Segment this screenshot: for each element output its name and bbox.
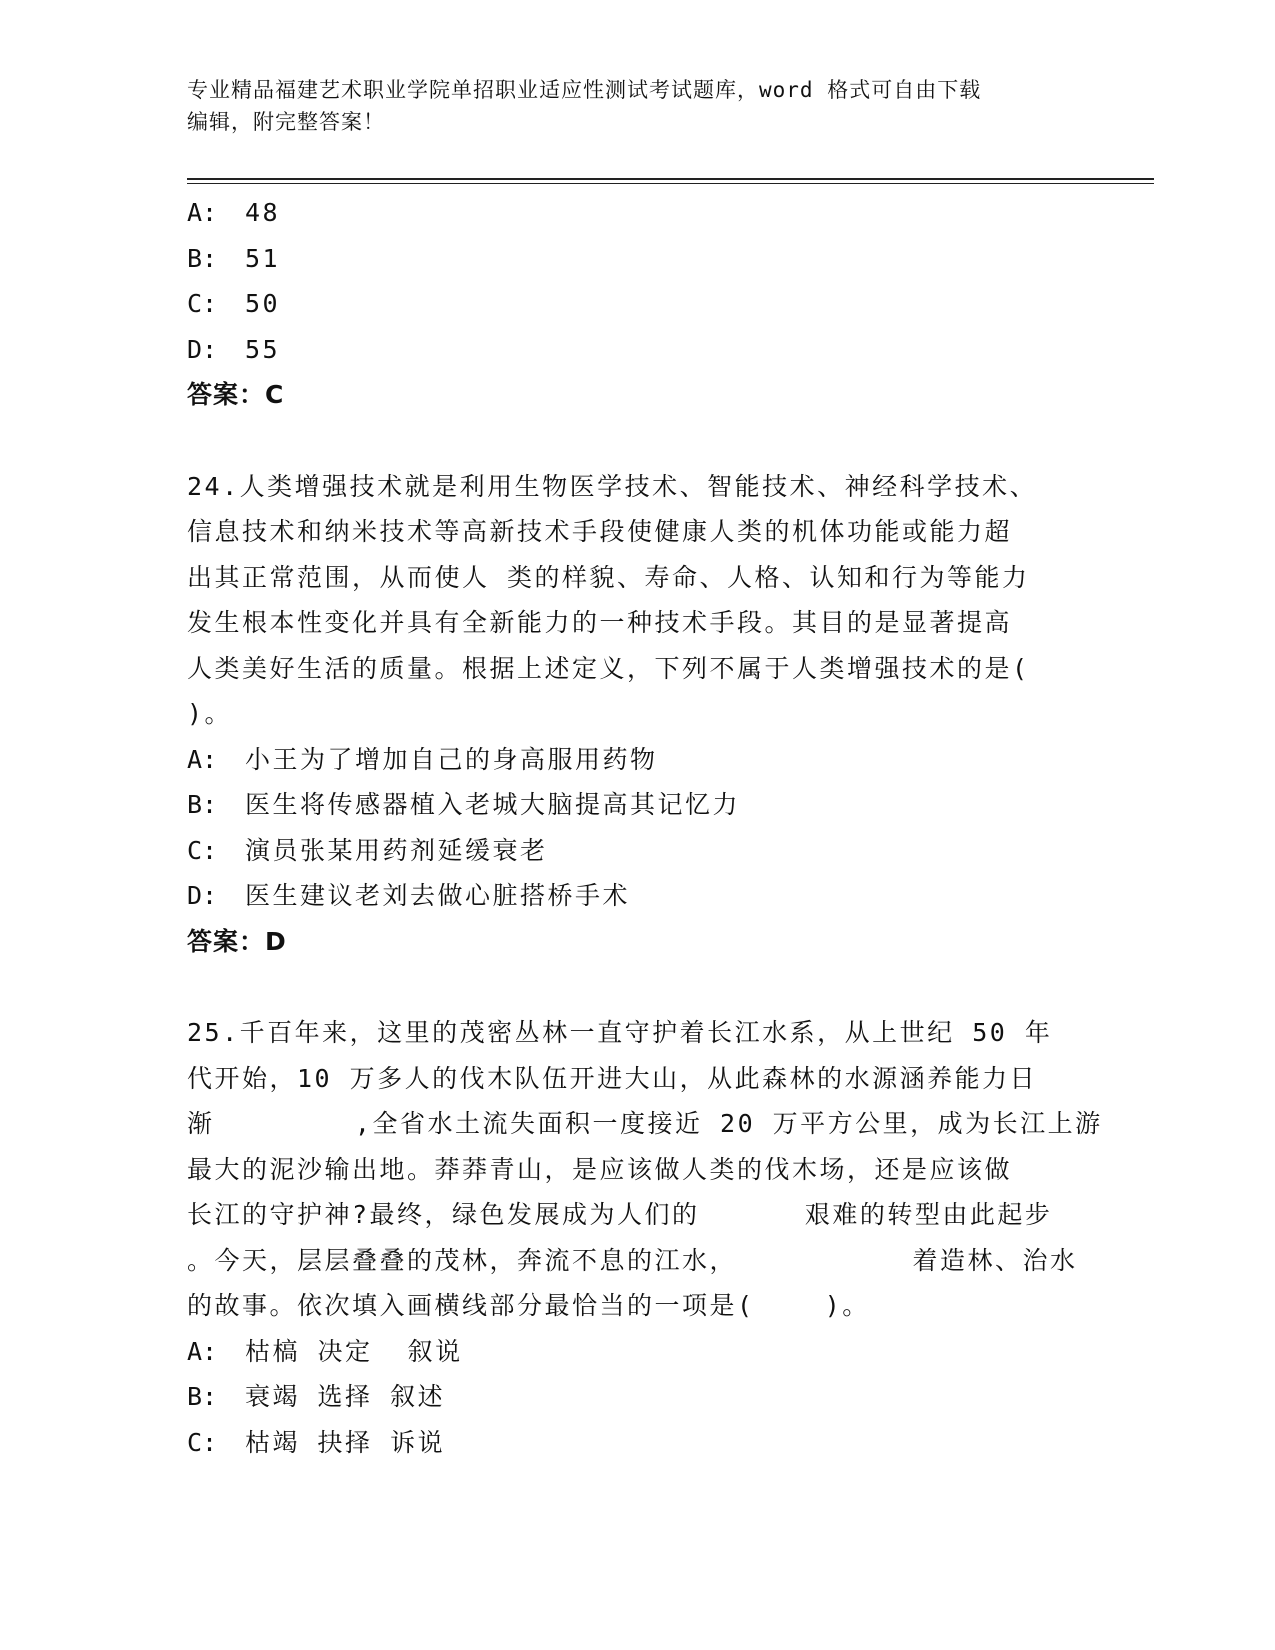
option-c bbox=[187, 828, 1087, 874]
option-b bbox=[187, 782, 1087, 828]
header-rule-thick bbox=[187, 178, 1154, 180]
option-text: 演员张某用药剂延缓衰老 bbox=[245, 835, 548, 865]
question-text-line: 最大的泥沙输出地。莽莽青山，是应该做人类的伐木场，还是应该做 bbox=[187, 1154, 1013, 1184]
question-text-line: 代开始，10 万多人的伐木队伍开进大山，从此森林的水源涵养能力日 bbox=[187, 1063, 1038, 1093]
option-text: 枯竭 抉择 诉说 bbox=[245, 1427, 446, 1457]
question-23 bbox=[187, 190, 1087, 418]
option-letter: A: bbox=[187, 744, 218, 774]
option-b bbox=[187, 236, 1087, 282]
option-letter: C: bbox=[187, 289, 218, 318]
page-header bbox=[187, 74, 1087, 138]
option-c bbox=[187, 281, 1087, 327]
question-text-line: 长江的守护神?最终，绿色发展成为人们的 艰难的转型由此起步 bbox=[187, 1200, 1053, 1229]
option-letter: D: bbox=[187, 334, 218, 364]
header-rule-thin bbox=[187, 183, 1154, 184]
option-letter: B: bbox=[187, 1382, 218, 1411]
question-text-line: 25.千百年来，这里的茂密丛林一直守护着长江水系，从上世纪 50 年 bbox=[187, 1018, 1053, 1047]
option-letter: A: bbox=[187, 198, 218, 227]
option-a bbox=[187, 737, 1087, 783]
answer-line: 答案：C bbox=[187, 380, 285, 409]
option-letter: D: bbox=[187, 881, 218, 910]
option-text: 50 bbox=[245, 289, 281, 318]
question-text-line: 。今天，层层叠叠的茂林，奔流不息的江水， 着造林、治水 bbox=[187, 1245, 1078, 1275]
option-a bbox=[187, 190, 1087, 236]
document-body bbox=[187, 190, 1103, 1465]
question-text-line: )。 bbox=[187, 699, 233, 728]
option-c bbox=[187, 1420, 1087, 1466]
question-text-line: 信息技术和纳米技术等高新技术手段使健康人类的机体功能或能力超 bbox=[187, 517, 1013, 546]
question-text-line: 出其正常范围，从而使人 类的样貌、寿命、人格、认知和行为等能力 bbox=[187, 562, 1030, 592]
option-letter: A: bbox=[187, 1336, 218, 1366]
question-text-line: 的故事。依次填入画横线部分最恰当的一项是( )。 bbox=[187, 1291, 870, 1320]
option-letter: B: bbox=[187, 790, 218, 819]
option-letter: C: bbox=[187, 1427, 218, 1457]
option-text: 枯槁 决定 叙说 bbox=[245, 1336, 463, 1366]
question-text-line: 24.人类增强技术就是利用生物医学技术、智能技术、神经科学技术、 bbox=[187, 471, 1038, 501]
spacer bbox=[187, 418, 1087, 464]
option-text: 48 bbox=[245, 198, 281, 227]
option-text: 51 bbox=[245, 243, 281, 273]
option-b bbox=[187, 1374, 1087, 1420]
spacer bbox=[187, 964, 1087, 1010]
question-text-line: 渐 ,全省水土流失面积一度接近 20 万平方公里，成为长江上游 bbox=[187, 1109, 1103, 1138]
option-letter: B: bbox=[187, 243, 218, 273]
option-a bbox=[187, 1329, 1087, 1375]
option-text: 小王为了增加自己的身高服用药物 bbox=[245, 744, 658, 774]
option-letter: C: bbox=[187, 835, 218, 865]
question-text-line: 人类美好生活的质量。根据上述定义，下列不属于人类增强技术的是( bbox=[187, 653, 1030, 683]
question-25 bbox=[187, 1010, 1103, 1465]
header-line-2: 编辑，附完整答案！ bbox=[187, 110, 385, 134]
option-text: 医生建议老刘去做心脏搭桥手术 bbox=[245, 881, 631, 910]
option-d bbox=[187, 873, 1087, 919]
option-d bbox=[187, 327, 1087, 373]
answer-line: 答案：D bbox=[187, 926, 287, 956]
header-line-1: 专业精品福建艺术职业学院单招职业适应性测试考试题库，word 格式可自由下载 bbox=[187, 78, 982, 102]
question-text-line: 发生根本性变化并具有全新能力的一种技术手段。其目的是显著提高 bbox=[187, 608, 1013, 637]
question-24 bbox=[187, 464, 1087, 965]
option-text: 医生将传感器植入老城大脑提高其记忆力 bbox=[245, 790, 741, 819]
option-text: 衰竭 选择 叙述 bbox=[245, 1382, 446, 1411]
option-text: 55 bbox=[245, 334, 281, 364]
